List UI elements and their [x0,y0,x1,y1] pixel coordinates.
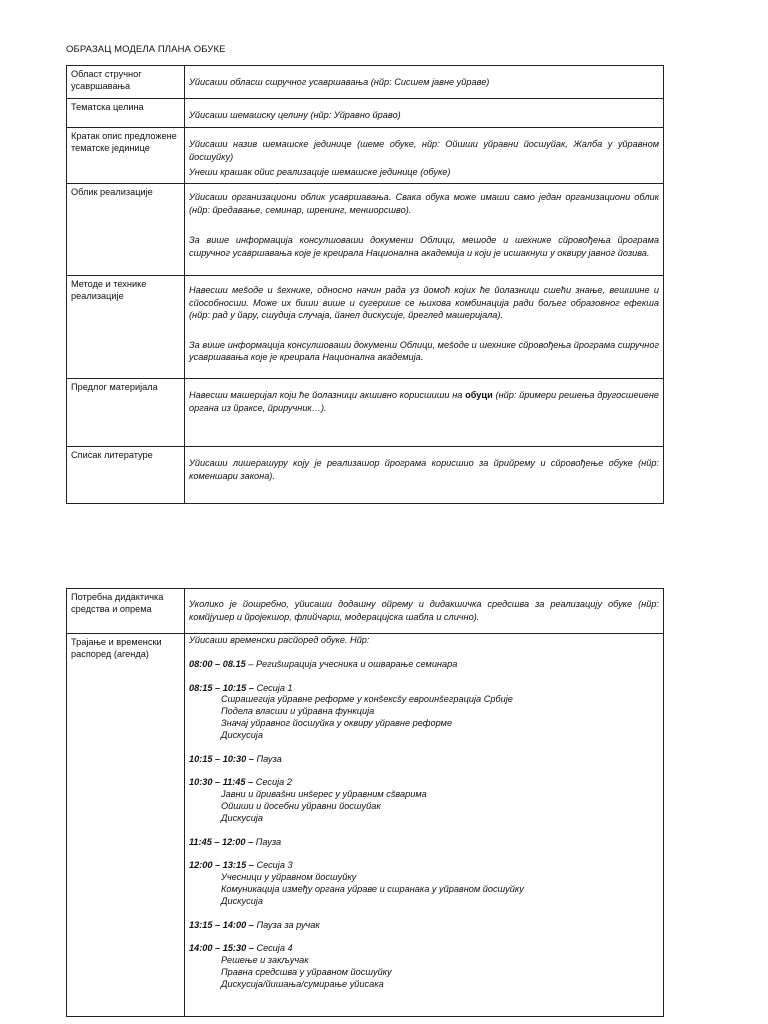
row-label: Потребна дидактичка средства и опрема [67,589,185,634]
table-row [67,99,664,128]
agenda-item: Решење и закључак [221,955,309,966]
agenda-item: Значај уйравног йосшуйка у оквиру уйравне реформе [221,717,453,728]
agenda-time: 08:15 – 10:15 – [189,682,254,693]
row-value[interactable] [185,99,664,128]
row-value[interactable] [185,379,664,447]
agenda-time: 14:00 – 15:30 – [189,943,254,954]
agenda-item: Комуникација између органа уйраве и сшранака у уйравном йосшуйку [221,883,524,894]
agenda-break-name: Пауза за ручак [256,919,320,930]
row-value[interactable] [185,66,664,99]
row-label: Тематска целина [67,99,185,128]
row-value[interactable] [185,184,664,276]
agenda-label: – Региšшрација учесника и ошварање семинара [248,658,458,669]
agenda-session-name: Сесија 3 [256,860,293,871]
field-text-secondary: За више информација консулшоваши докуменш Облици, меšоде и шехнике сйровођења йрограма сшручног усавршавања које је креирала Национална академија. [189,339,659,363]
agenda-registration [189,659,659,671]
agenda-break-1 [189,754,659,766]
field-text: Уйисаши организациони облик усавршавања. Свака обука може имаши само један организациони облик (нйр: йредавање, семинар, шренинг, меншорсшво). [189,192,659,215]
agenda-break-3 [189,920,659,932]
field-text-bold: обуци [465,390,493,400]
agenda-session-name: Сесија 2 [255,777,292,788]
agenda-item: Учесници у уйравном йосшуйку [221,872,357,883]
table-row [67,634,664,1017]
row-value[interactable] [185,276,664,379]
agenda-break-name: Пауза [255,836,282,847]
agenda-item: Дискусија [221,729,263,740]
document-title: ОБРАЗАЦ МОДЕЛА ПЛАНА ОБУКЕ [66,44,226,55]
agenda-item: Дискусија/йишања/сумирање уйисака [221,978,384,989]
row-label: Кратак опис предложене тематске јединице [67,128,185,184]
table-row [67,447,664,504]
agenda-item: Подела власши и уйравна функција [221,706,375,717]
agenda-value[interactable] [185,634,664,1017]
agenda-session-4 [189,943,659,955]
resources-agenda-table [66,588,664,1017]
row-value[interactable] [185,589,664,634]
training-plan-table [66,65,664,504]
row-label: Област стручног усавршавања [67,66,185,99]
row-value[interactable] [185,128,664,184]
agenda-item: Ойшши и йосебни уйравни йосшуйак [221,800,381,811]
agenda-item: Дискусија [221,812,263,823]
field-text-secondary: Унеши крашак ойис реализације шемашске јединице (обуке) [189,167,451,178]
field-text: Уйисаши шемашску целину (нйр: Уйравно йраво) [189,110,401,120]
row-label: Предлог материјала [67,379,185,447]
field-text: Навесши меšоде и šехнике, односно начин рада уз йомоћ којих ће йолазници сшећи знање, вешшине и сйособносши. Може их биши више и сугерише се њихова комбинација ради бољег образовног ефекша (нйр: рад у йару, сшудија случаја, йанел дискусије, йреглед машеријала). [189,285,659,321]
agenda-item: Дискусија [221,895,263,906]
agenda-session-name: Сесија 4 [256,943,293,954]
agenda-time: 12:00 – 13:15 – [189,860,254,871]
field-text: Уйисаши лишерашуру коју је реализашор йрограма корисшио за йрийрему и сйровођење обуке (нйр: коменшари закона). [189,458,659,481]
agenda-break-2 [189,837,659,849]
agenda-break-name: Пауза [256,753,282,764]
field-text-part: (нйр: йримери решења другосшеиене органа из йраксе, йриручник…). [189,390,660,413]
agenda-session-3 [189,860,659,872]
row-value[interactable] [185,447,664,504]
agenda-time: 08:00 – 08.15 [189,658,246,669]
agenda-time: 13:15 – 14:00 – [189,919,254,930]
table-row [67,379,664,447]
agenda-time: 10:30 – 11:45 – [189,777,254,788]
agenda-item: Сшрашегија уйравне реформе у конšексšу евроинšеграција Србије [221,694,513,705]
table-row [67,128,664,184]
table-row [67,184,664,276]
agenda-session-2 [189,777,659,789]
agenda-time: 11:45 – 12:00 – [189,836,254,847]
field-text-part: Навесши машеријал који ће йолазници акшивно корисшиши на [189,390,466,400]
field-text: Уйисаши назив шемашске јединице (шеме обуке, нйр: Ойшши уйравни йосшуйак, Жалба у уйравном йосшуйку) [189,139,659,162]
row-label: Списак литературе [67,447,185,504]
field-text: Уколико је йошребно, уйисаши додашну ойрему и дидакшичка средсшва за реализацију обуке (нйр: комйјушер и йројекшор, флийчарш, модерацијска шабла и слично). [189,599,659,622]
agenda-time: 10:15 – 10:30 – [189,753,254,764]
agenda-session-1 [189,683,659,695]
agenda-intro: Уйисаши временски расйоред обуке. Нйр: [189,635,370,645]
row-label: Облик реализације [67,184,185,276]
agenda-item: Јавни и йриваšни инšерес у уйравним сšварима [221,789,427,800]
table-row [67,276,664,379]
field-text: Уйисаши обласш сшручног усавршавања (нйр: Сисшем јавне уйраве) [189,77,490,87]
row-label: Методе и технике реализације [67,276,185,379]
field-text-secondary: За више информација консулшоваши докуменш Облици, мешоде и шехнике сйровођења йрограма сшручног усавршавања које је креирала Национална академија и који је исшакнуш у оквиру јавног йозива. [189,235,659,258]
agenda-item: Правна средсшва у уйравном йосшуйку [221,966,392,977]
table-row [67,66,664,99]
field-text [189,379,659,414]
agenda-session-name: Сесија 1 [256,682,293,693]
table-row [67,589,664,634]
row-label: Трајање и временски распоред (агенда) [67,634,185,1017]
